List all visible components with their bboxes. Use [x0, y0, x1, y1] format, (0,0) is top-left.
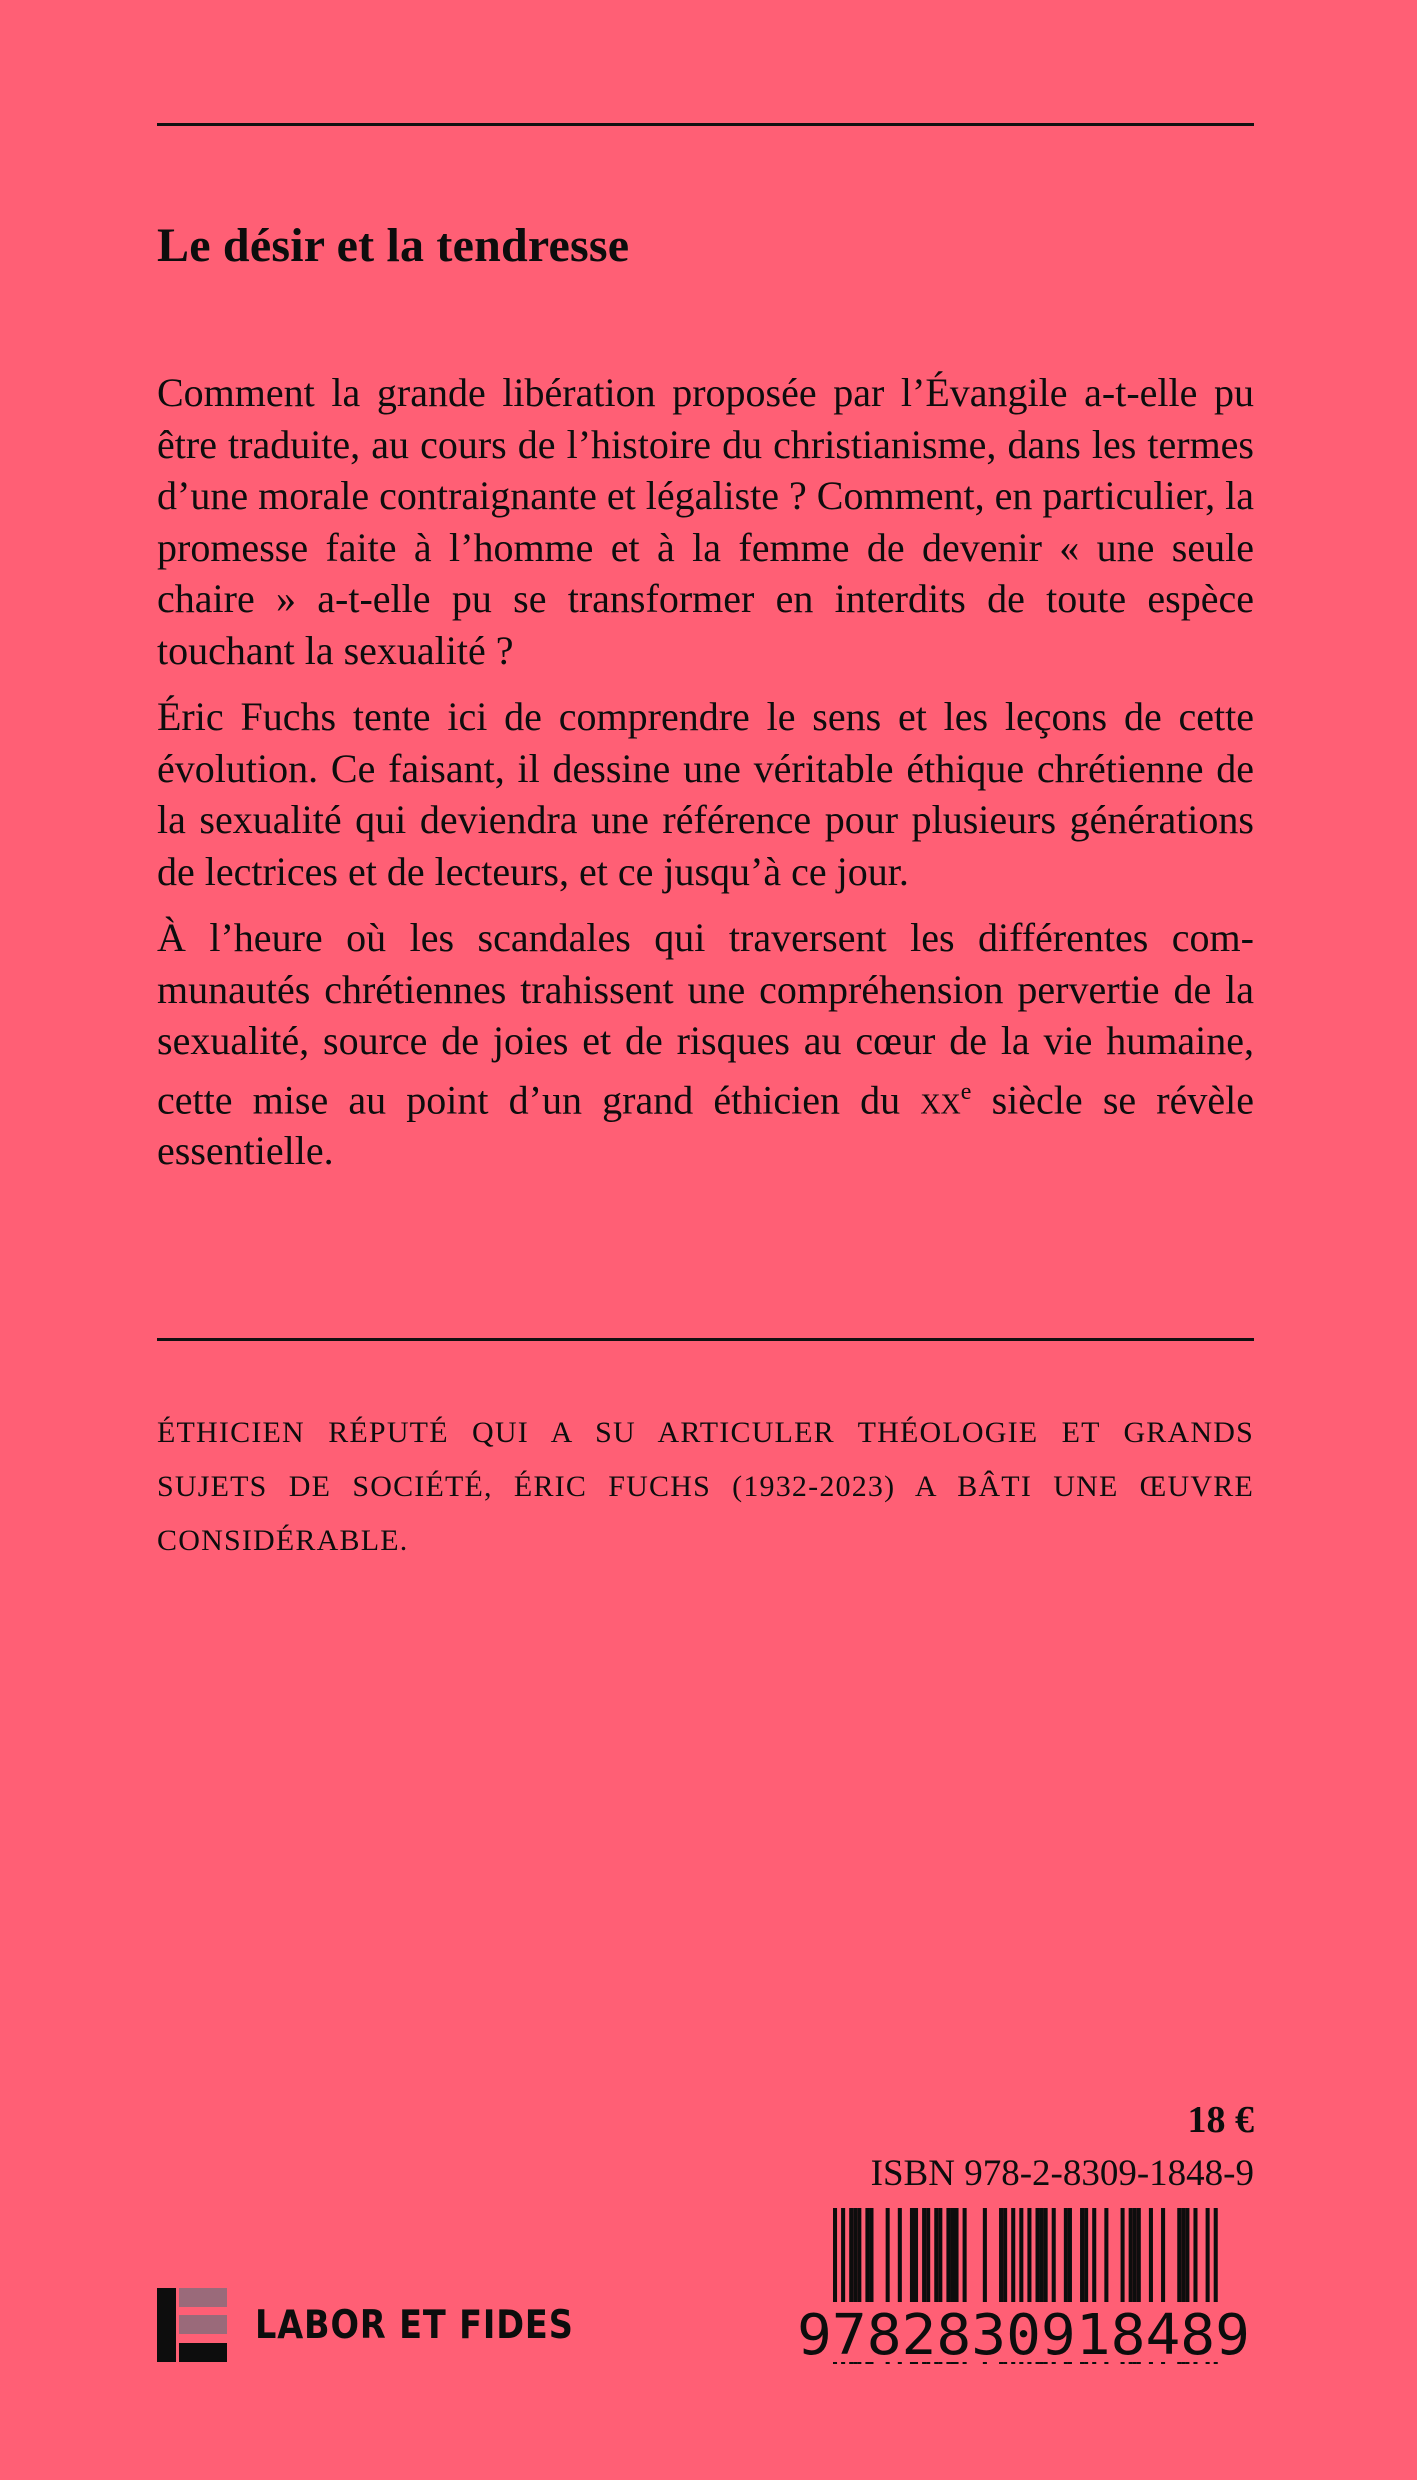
blurb [157, 367, 1254, 1192]
book-title: Le désir et la tendresse [157, 219, 630, 272]
century-roman: xx [920, 1076, 961, 1122]
labor-et-fides-logo-icon [157, 2288, 227, 2362]
author-bio-text: ÉTHICIEN RÉPUTÉ QUI A SU ARTICULER THÉOLOGIE ET GRANDS SUJETS DE SOCIÉTÉ, ÉRIC FUCHS (1932-2023) A BÂTI UNE ŒUVRE CONSIDÉRABLE. [157, 1416, 1254, 1557]
price: 18 € [1187, 2099, 1254, 2141]
publisher-logo [157, 2288, 626, 2362]
blurb-paragraph-3-text: À l’heure où les scandales qui traversent les différentes communautés chrétiennes trahissent une compréhension pervertie de la sexualité, source de joies et de risques au cœur de la vie humaine, cette mise au point d’un grand éthicien du [157, 915, 1254, 1122]
blurb-paragraph-3 [157, 912, 1254, 1177]
author-bio [157, 1405, 1254, 1567]
barcode-digits-text: 9782830918489 [797, 2303, 1250, 2362]
blurb-paragraph-2: Éric Fuchs tente ici de comprendre le sens et les leçons de cette évolution. Ce faisant, il dessine une véritable éthique chrétienne de la sexualité qui deviendra une référence pour plusieurs générations de lectrices et de lecteurs, et ce jusqu’à ce jour. [157, 694, 1254, 894]
publisher-name: LABOR ET FIDES [255, 2302, 574, 2348]
top-divider [157, 123, 1254, 126]
middle-divider [157, 1338, 1254, 1341]
blurb-paragraph-3-end: siècle se révèle essentielle. [157, 1076, 1255, 1174]
blurb-paragraph-1: Comment la grande libération proposée par l’Évangile a-t-elle pu être traduite, au cours de l’histoire du christianisme, dans les termes d’une morale contraignante et légaliste ? Comment, en particulier, la promesse faite à l’homme et à la femme de devenir « une seule chaire » a-t-elle pu se transformer en interdits de toute espèce touchant la sexualité ? [157, 370, 1254, 673]
isbn: ISBN 978-2-8309-1848-9 [870, 2153, 1254, 2194]
barcode-digits [793, 2302, 1254, 2362]
century-superscript: e [960, 1078, 972, 1105]
